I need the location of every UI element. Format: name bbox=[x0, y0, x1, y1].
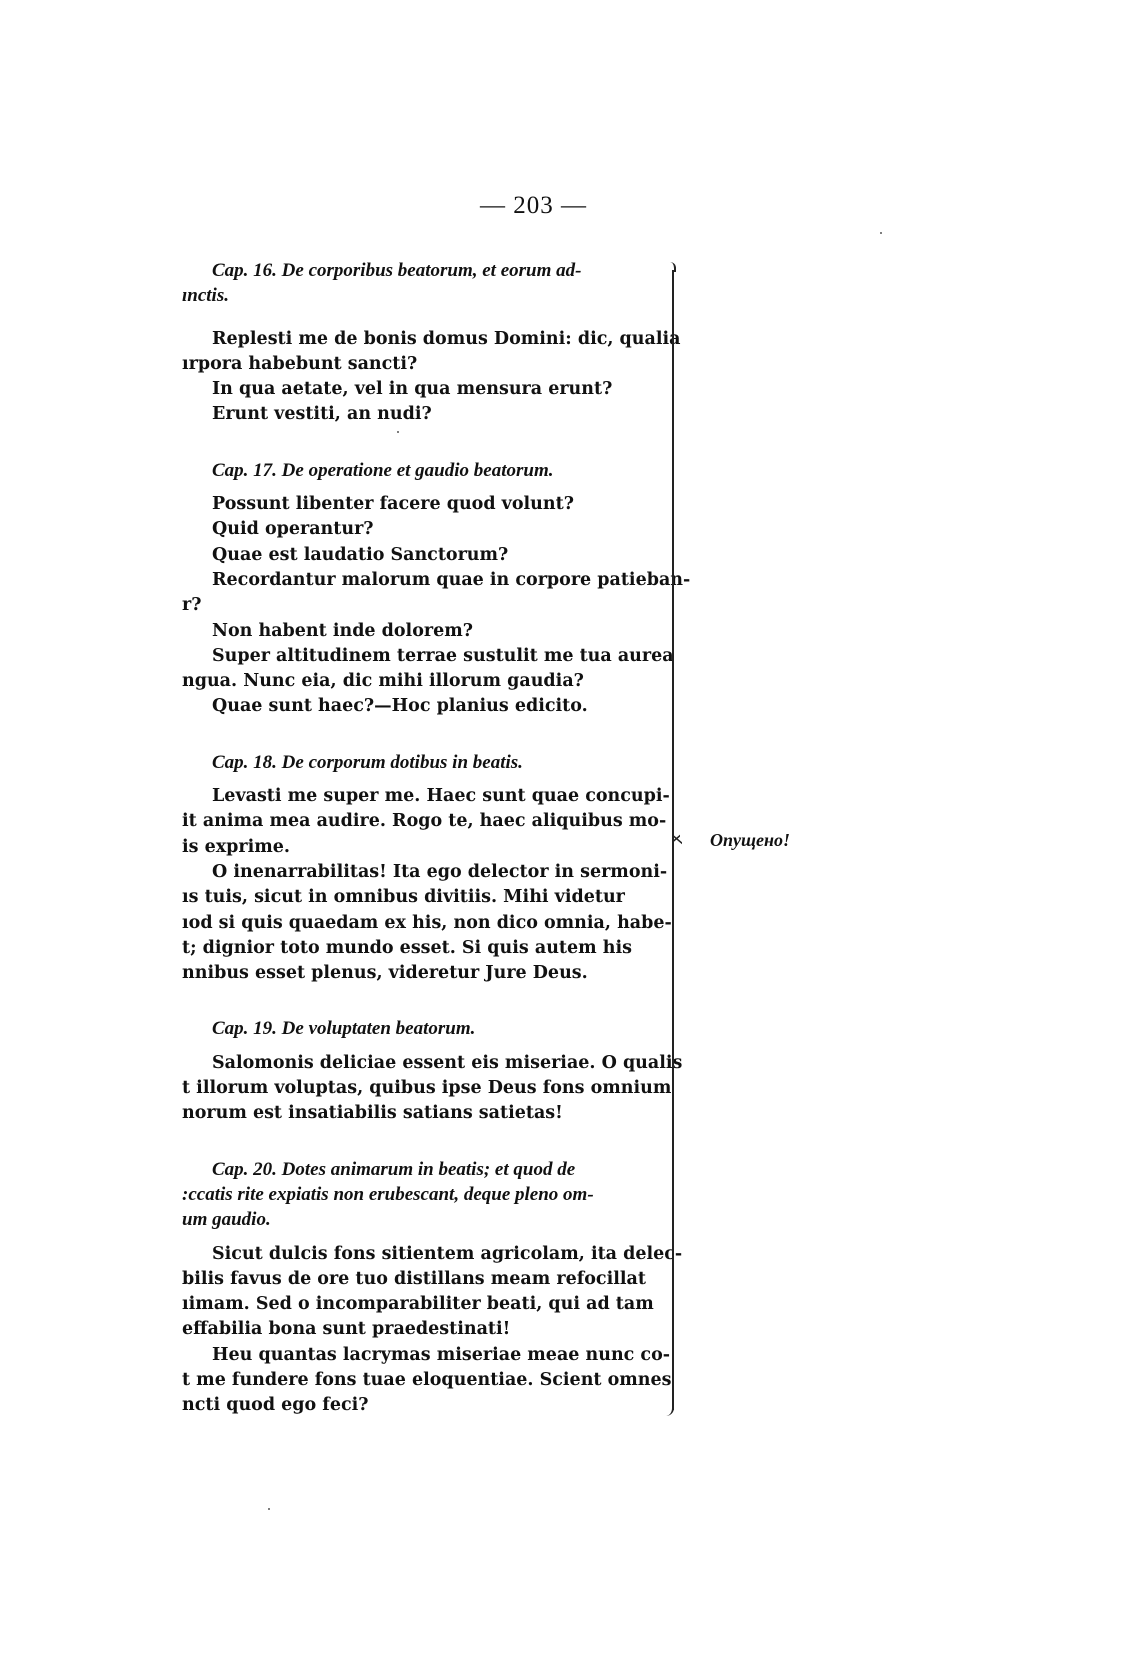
text-line: ıs tuis, sicut in omnibus divitiis. Mihi videtur bbox=[182, 887, 625, 908]
brace-point bbox=[672, 828, 682, 848]
text-line: Quae est laudatio Sanctorum? bbox=[212, 544, 509, 565]
text-line: Non habent inde dolorem? bbox=[212, 620, 474, 641]
chapter-heading: Cap. 20. Dotes animarum in beatis; et quod de bbox=[212, 1158, 576, 1180]
scan-speck bbox=[397, 431, 399, 433]
text-line: ırpora habebunt sancti? bbox=[182, 353, 418, 374]
text-line: Erunt vestiti, an nudi? bbox=[212, 404, 432, 425]
text-line: norum est insatiabilis satians satietas! bbox=[182, 1103, 563, 1124]
text-line: Super altitudinem terrae sustulit me tua aurea bbox=[212, 645, 674, 666]
scan-speck bbox=[880, 232, 882, 234]
text-line: Recordantur malorum quae in corpore patieban- bbox=[212, 569, 691, 590]
text-line: Sicut dulcis fons sitientem agricolam, ita delec- bbox=[212, 1243, 683, 1264]
text-line: it anima mea audire. Rogo te, haec aliquibus mo- bbox=[182, 811, 667, 832]
text-line: t; dignior toto mundo esset. Si quis autem his bbox=[182, 937, 632, 958]
text-line: t me fundere fons tuae eloquentiae. Scient omnes bbox=[182, 1369, 672, 1390]
text-line: Quae sunt haec?—Hoc planius edicito. bbox=[212, 696, 588, 717]
page-number: — 203 — bbox=[480, 192, 587, 219]
text-line: Levasti me super me. Haec sunt quae concupi- bbox=[212, 786, 670, 807]
text-line: t illorum voluptas, quibus ipse Deus fons omnium bbox=[182, 1078, 672, 1099]
text-line: Possunt libenter facere quod volunt? bbox=[212, 494, 574, 515]
text-column bbox=[182, 258, 691, 1419]
text-line: ncti quod ego feci? bbox=[182, 1395, 369, 1416]
brace-bottom bbox=[664, 1402, 674, 1416]
text-line: ıod si quis quaedam ex his, non dico omnia, habe- bbox=[182, 912, 672, 933]
text-line: ngua. Nunc eia, dic mihi illorum gaudia? bbox=[182, 671, 584, 692]
chapter-heading: Cap. 17. De operatione et gaudio beatorum. bbox=[212, 459, 554, 481]
text-line: bilis favus de ore tuo distillans meam refocillat bbox=[182, 1268, 646, 1289]
text-line: r? bbox=[182, 595, 202, 616]
text-line: Quid operantur? bbox=[212, 519, 374, 540]
text-line: Salomonis deliciae essent eis miseriae. O qualis bbox=[212, 1052, 683, 1073]
margin-note: Опущено! bbox=[710, 830, 790, 850]
text-line: um gaudio. bbox=[182, 1209, 271, 1231]
scan-speck bbox=[268, 1508, 270, 1510]
text-line: In qua aetate, vel in qua mensura erunt? bbox=[212, 379, 613, 400]
text-line: effabilia bona sunt praedestinati! bbox=[182, 1319, 511, 1340]
chapter-heading: Cap. 18. De corporum dotibus in beatis. bbox=[212, 751, 523, 773]
text-line: is exprime. bbox=[182, 836, 291, 857]
text-line: Heu quantas lacrymas miseriae meae nunc co- bbox=[212, 1344, 671, 1365]
text-line: nnibus esset plenus, videretur Jure Deus. bbox=[182, 963, 588, 984]
chapter-heading: Cap. 16. De corporibus beatorum, et eorum ad- bbox=[212, 260, 582, 281]
text-line: ınctis. bbox=[182, 285, 229, 307]
text-line: :ccatis rite expiatis non erubescant, deque pleno om- bbox=[182, 1183, 594, 1205]
chapter-heading: Cap. 19. De voluptaten beatorum. bbox=[212, 1018, 476, 1040]
text-line: ıimam. Sed o incomparabiliter beati, qui ad tam bbox=[182, 1294, 654, 1315]
text-line: Replesti me de bonis domus Domini: dic, qualia bbox=[212, 328, 681, 349]
text-line: O inenarrabilitas! Ita ego delector in sermoni- bbox=[212, 861, 668, 882]
